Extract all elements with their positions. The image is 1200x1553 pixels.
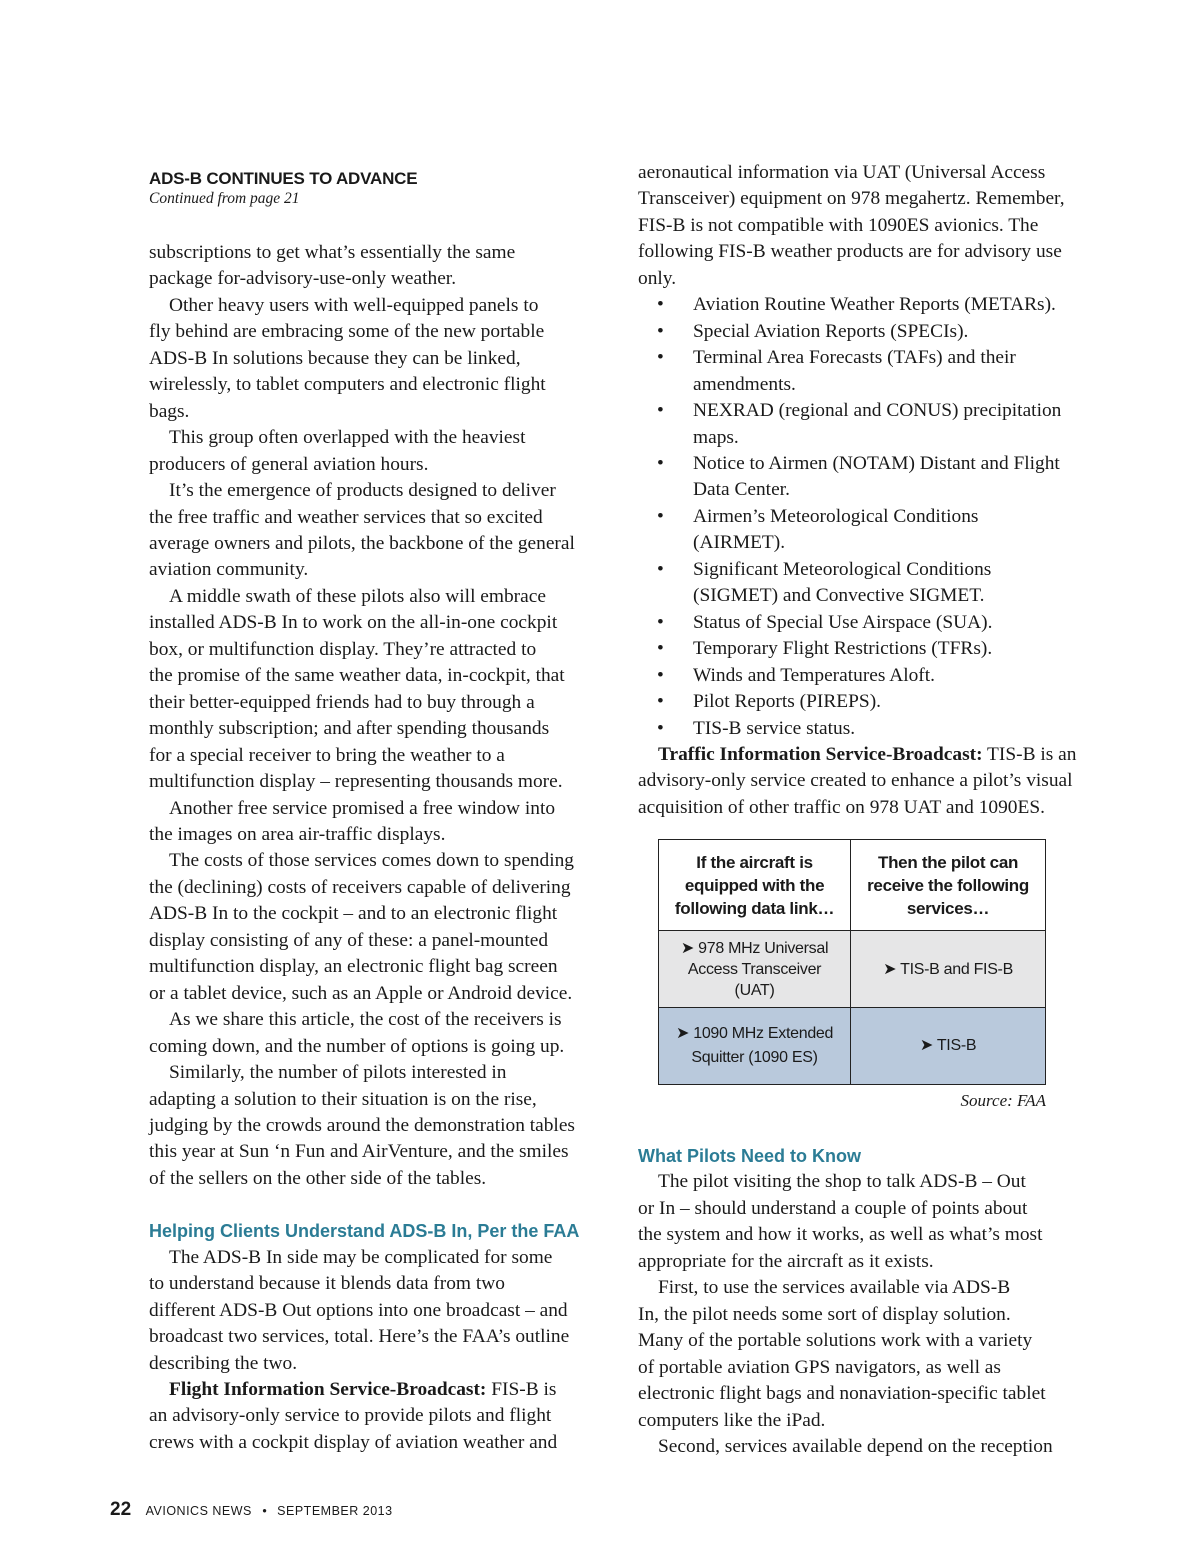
text-line: The ADS-B In side may be complicated for some <box>169 1246 553 1268</box>
table-source-credit: Source: FAA <box>960 1091 1046 1110</box>
text-line: wirelessly, to tablet computers and electronic flight <box>149 374 546 396</box>
bullet-icon: • <box>657 505 664 527</box>
text-line: this year at Sun ‘n Fun and AirVenture, and the smiles <box>149 1141 569 1163</box>
list-item <box>638 716 1098 742</box>
bullet-icon: • <box>657 452 664 474</box>
text-line: Transceiver) equipment on 978 megahertz. Remember, <box>638 188 1065 210</box>
text-line: FIS-B is not compatible with 1090ES avionics. The <box>638 214 1039 236</box>
arrow-icon: ➤ <box>919 1037 933 1054</box>
text-line: for a special receiver to bring the weather to a <box>149 744 505 766</box>
text-line: ADS-B In to the cockpit – and to an electronic flight <box>149 903 558 925</box>
article-header <box>149 168 609 208</box>
table-header-cell <box>851 840 1046 931</box>
list-item-text: Temporary Flight Restrictions (TFRs). <box>693 638 993 660</box>
list-item-text: Special Aviation Reports (SPECIs). <box>693 320 969 342</box>
bullet-icon: • <box>657 347 664 369</box>
bullet-icon: • <box>657 664 664 686</box>
list-item-text: maps. <box>693 426 739 448</box>
tis-b-term: Traffic Information Service-Broadcast: <box>658 743 983 765</box>
arrow-icon: ➤ <box>883 960 897 978</box>
text-line <box>149 1377 609 1403</box>
header-line: equipped with the <box>684 875 825 895</box>
table-cell <box>659 1008 851 1085</box>
text-line: Other heavy users with well-equipped panels to <box>169 294 539 316</box>
text-line: acquisition of other traffic on 978 UAT and 1090ES. <box>638 796 1045 818</box>
text-line: box, or multifunction display. They’re attracted to <box>149 638 537 660</box>
text-line: electronic flight bags and nonaviation-specific tablet <box>638 1383 1046 1405</box>
bullet-icon: • <box>657 294 664 316</box>
text-line: describing the two. <box>149 1352 298 1374</box>
list-item-text: Data Center. <box>693 479 790 501</box>
text-line: judging by the crowds around the demonstration tables <box>149 1114 575 1136</box>
bullet-icon: • <box>657 611 664 633</box>
text-line: or a tablet device, such as an Apple or Android device. <box>149 982 573 1004</box>
list-item-text: NEXRAD (regional and CONUS) precipitation <box>693 400 1062 422</box>
arrow-icon: ➤ <box>680 939 694 957</box>
list-item-text: Airmen’s Meteorological Conditions <box>693 505 979 527</box>
cell-line: TIS-B and FIS-B <box>900 960 1013 978</box>
table-row <box>659 1008 1046 1085</box>
header-line: services… <box>906 898 990 918</box>
bullet-icon: • <box>657 717 664 739</box>
text-line: monthly subscription; and after spending thousands <box>149 718 550 740</box>
text-line: only. <box>638 267 677 289</box>
text-line: It’s the emergence of products designed to deliver <box>169 480 556 502</box>
list-item-text: Status of Special Use Airspace (SUA). <box>693 611 993 633</box>
text-line: Second, services available depend on the reception <box>658 1435 1053 1457</box>
list-item-text: Terminal Area Forecasts (TAFs) and their <box>693 347 1016 369</box>
bullet-icon: • <box>657 400 664 422</box>
list-item-text: Winds and Temperatures Aloft. <box>693 664 935 686</box>
fis-b-products-list <box>638 292 1098 742</box>
text-line: the promise of the same weather data, in-cockpit, that <box>149 665 565 687</box>
text-line: the system and how it works, as well as what’s most <box>638 1224 1043 1246</box>
header-line: Then the pilot can <box>878 852 1019 872</box>
list-item-text: Aviation Routine Weather Reports (METARs). <box>693 294 1056 316</box>
text-line: A middle swath of these pilots also will embrace <box>169 585 546 607</box>
text-line: of portable aviation GPS navigators, as well as <box>638 1356 1001 1378</box>
text-line: appropriate for the aircraft as it exists. <box>638 1250 934 1272</box>
separator-dot: • <box>262 1504 267 1518</box>
text-line: following FIS-B weather products are for advisory use <box>638 241 1062 263</box>
list-item <box>638 663 1098 689</box>
text-line: producers of general aviation hours. <box>149 453 429 475</box>
right-column-lower <box>638 1143 1098 1460</box>
text-line: computers like the iPad. <box>638 1409 826 1431</box>
bullet-icon: • <box>657 558 664 580</box>
bullet-icon: • <box>657 638 664 660</box>
section-heading-what-pilots-need: What Pilots Need to Know <box>638 1146 861 1166</box>
publication-name: AVIONICS NEWS <box>145 1504 252 1518</box>
cell-line: Access Transceiver <box>687 960 822 978</box>
text-line: Similarly, the number of pilots interested in <box>169 1062 507 1084</box>
text-line: fly behind are embracing some of the new portable <box>149 321 545 343</box>
text-line: The costs of those services comes down to spending <box>169 850 574 872</box>
text-line: bags. <box>149 400 190 422</box>
text-line: First, to use the services available via ADS-B <box>658 1277 1011 1299</box>
bullet-icon: • <box>657 320 664 342</box>
table-cell <box>851 931 1046 1008</box>
text-line: installed ADS-B In to work on the all-in-one cockpit <box>149 612 558 634</box>
list-item-text: TIS-B service status. <box>693 717 856 739</box>
issue-date: SEPTEMBER 2013 <box>277 1504 393 1518</box>
text-line: display consisting of any of these: a panel-mounted <box>149 929 549 951</box>
table-header-cell <box>659 840 851 931</box>
header-line: receive the following <box>867 875 1029 895</box>
list-item <box>638 398 1098 451</box>
table-row <box>659 931 1046 1008</box>
text-line: ADS-B In solutions because they can be linked, <box>149 347 521 369</box>
text-line: an advisory-only service to provide pilots and flight <box>149 1405 552 1427</box>
list-item-text: (AIRMET). <box>693 532 786 554</box>
cell-line: 1090 MHz Extended <box>693 1025 834 1042</box>
list-item-text: (SIGMET) and Convective SIGMET. <box>693 585 985 607</box>
cell-line: TIS-B <box>936 1037 977 1054</box>
cell-line: (UAT) <box>734 981 775 999</box>
text-line: multifunction display – representing thousands more. <box>149 771 563 793</box>
page-footer <box>110 1499 393 1521</box>
list-item <box>638 636 1098 662</box>
bullet-icon: • <box>657 691 664 713</box>
text-line: different ADS-B Out options into one broadcast – and <box>149 1299 568 1321</box>
list-item-text: Significant Meteorological Conditions <box>693 558 992 580</box>
text-run: TIS-B is an <box>982 743 1077 765</box>
data-link-table-block <box>658 839 1046 1111</box>
text-line: aeronautical information via UAT (Universal Access <box>638 162 1046 183</box>
text-line: This group often overlapped with the heaviest <box>169 427 526 449</box>
table-header-row <box>659 840 1046 931</box>
list-item <box>638 451 1098 504</box>
list-item <box>638 504 1098 557</box>
list-item <box>638 610 1098 636</box>
list-item-text: Notice to Airmen (NOTAM) Distant and Flight <box>693 452 1060 474</box>
text-line: In, the pilot needs some sort of display solution. <box>638 1303 1011 1325</box>
cell-line: Squitter (1090 ES) <box>691 1049 818 1066</box>
text-line: aviation community. <box>149 559 309 581</box>
text-line <box>638 742 1098 768</box>
table-cell <box>851 1008 1046 1085</box>
list-item-text: amendments. <box>693 373 796 395</box>
text-line: the images on area air-traffic displays. <box>149 823 446 845</box>
list-item <box>638 689 1098 715</box>
text-line: Another free service promised a free window into <box>169 797 556 819</box>
text-line: broadcast two services, total. Here’s the FAA’s outline <box>149 1326 570 1348</box>
article-continued-title: ADS-B CONTINUES TO ADVANCE <box>149 169 418 188</box>
text-line: their better-equipped friends had to buy through a <box>149 691 535 713</box>
text-line: advisory-only service created to enhance a pilot’s visual <box>638 770 1073 792</box>
text-line: to understand because it blends data from two <box>149 1273 505 1295</box>
text-line: the free traffic and weather services that so excited <box>149 506 543 528</box>
list-item <box>638 292 1098 318</box>
text-line: The pilot visiting the shop to talk ADS-B – Out <box>658 1171 1026 1193</box>
fis-b-term: Flight Information Service-Broadcast: <box>169 1379 487 1401</box>
list-item <box>638 345 1098 398</box>
text-line: Many of the portable solutions work with a variety <box>638 1330 1033 1352</box>
text-line: the (declining) costs of receivers capable of delivering <box>149 876 571 898</box>
list-item-text: Pilot Reports (PIREPS). <box>693 691 882 713</box>
text-line: or In – should understand a couple of points about <box>638 1197 1028 1219</box>
text-line: of the sellers on the other side of the tables. <box>149 1167 487 1189</box>
data-link-table <box>658 839 1046 1085</box>
text-line: average owners and pilots, the backbone of the general <box>149 532 575 554</box>
right-column <box>638 160 1098 821</box>
text-line: crews with a cockpit display of aviation weather and <box>149 1431 558 1453</box>
list-item <box>638 319 1098 345</box>
left-column <box>149 240 609 1456</box>
arrow-icon: ➤ <box>675 1025 690 1042</box>
text-line: multifunction display, an electronic flight bag screen <box>149 956 558 978</box>
text-line: package for-advisory-use-only weather. <box>149 268 457 290</box>
text-line: coming down, and the number of options is going up. <box>149 1035 565 1057</box>
continued-from-note: Continued from page 21 <box>149 190 300 207</box>
page-number: 22 <box>110 1499 132 1520</box>
text-line: adapting a solution to their situation is on the rise, <box>149 1088 537 1110</box>
text-line: subscriptions to get what’s essentially the same <box>149 242 516 263</box>
header-line: If the aircraft is <box>696 852 813 872</box>
text-run: FIS-B is <box>486 1379 557 1401</box>
section-heading-helping-clients: Helping Clients Understand ADS-B In, Per the FAA <box>149 1221 580 1242</box>
text-line: As we share this article, the cost of the receivers is <box>169 1009 562 1031</box>
header-line: following data link… <box>674 898 835 918</box>
cell-line: 978 MHz Universal <box>698 939 829 957</box>
table-cell <box>659 931 851 1008</box>
list-item <box>638 557 1098 610</box>
